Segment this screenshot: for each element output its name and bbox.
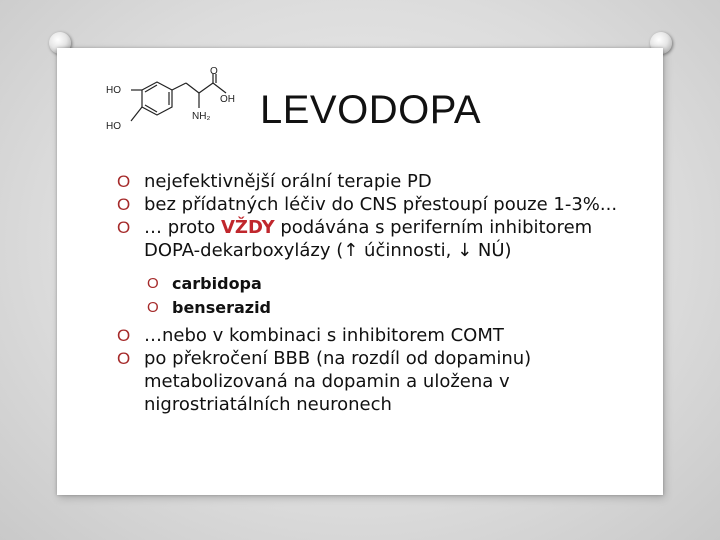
bullet-marker: O [117, 195, 131, 214]
ho-top-label: HO [106, 85, 121, 96]
bullet-marker: O [117, 218, 131, 237]
emphasis-text: VŽDY [220, 217, 275, 238]
levodopa-structure-diagram [104, 66, 246, 138]
bullet-item [117, 170, 657, 193]
bullet-item [117, 216, 657, 262]
hydroxyl-label: OH [220, 94, 235, 105]
bullet-text-line2: DOPA-dekarboxylázy (↑ účinnosti, ↓ NÚ) [144, 240, 512, 261]
bullet-item [117, 324, 657, 347]
bullet-item [117, 193, 657, 216]
bullet-marker: O [117, 349, 131, 368]
sub-bullet-item [147, 296, 657, 320]
slide-title: LEVODOPA [260, 88, 482, 132]
bullet-marker: O [147, 275, 159, 292]
bullet-text-suffix: podávána s periferním inhibitorem [274, 217, 593, 238]
bullet-text-line3: nigrostriatálních neuronech [144, 394, 392, 415]
sub-bullet-text: benserazid [172, 298, 272, 317]
bullet-text: …nebo v kombinaci s inhibitorem COMT [144, 325, 504, 346]
spacer [117, 262, 657, 272]
sub-bullet-text: carbidopa [172, 274, 262, 293]
bullet-marker: O [117, 172, 131, 191]
bullet-item [117, 347, 657, 416]
sub-bullet-item [147, 272, 657, 296]
bullet-text: po překročení BBB (na rozdíl od dopaminu) [144, 348, 532, 369]
amine-label: NH₂ [192, 111, 211, 122]
bullet-marker: O [117, 326, 131, 345]
bullet-text: nejefektivnější orální terapie PD [144, 171, 432, 192]
oxygen-label: O [210, 66, 218, 77]
bullet-text: bez přídatných léčiv do CNS přestoupí pouze 1-3%... [144, 194, 618, 215]
bullet-list [117, 170, 657, 416]
bullet-text-prefix: … proto [144, 217, 221, 238]
bullet-text-line2: metabolizovaná na dopamin a uložena v [144, 371, 510, 392]
bullet-marker: O [147, 299, 159, 316]
ho-bottom-label: HO [106, 121, 121, 132]
